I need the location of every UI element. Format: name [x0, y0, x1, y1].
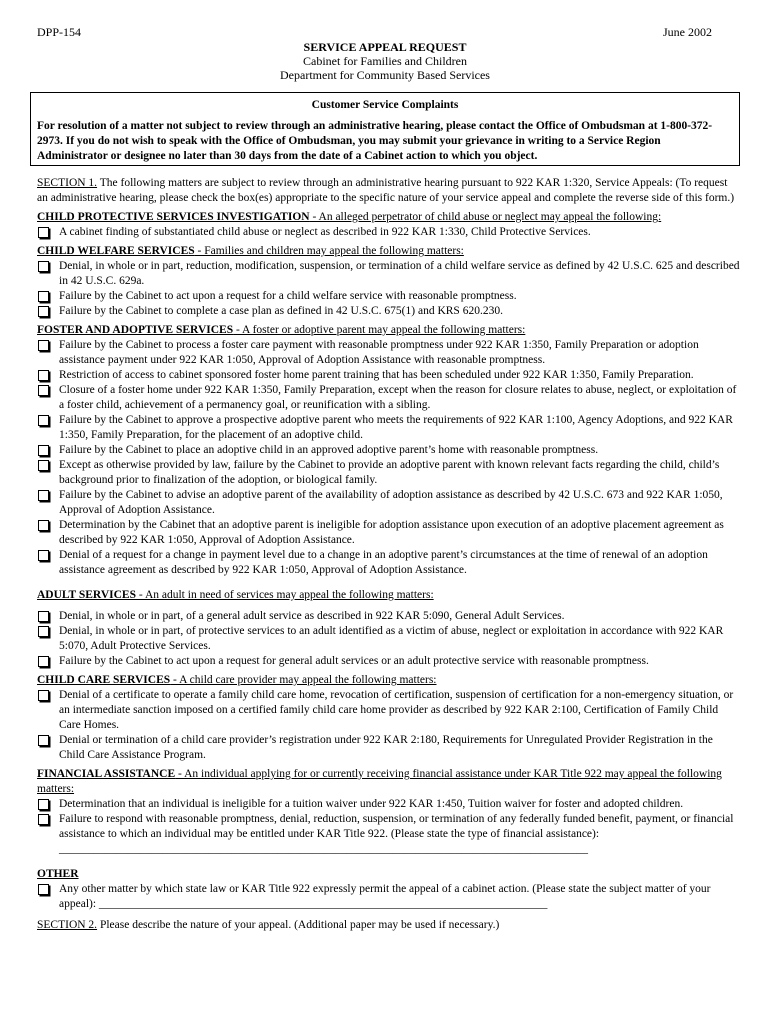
appeal-option [37, 654, 740, 669]
appeal-checkbox[interactable] [38, 291, 49, 302]
appeal-option [37, 383, 740, 413]
group-heading-title: FINANCIAL ASSISTANCE [37, 768, 176, 780]
appeal-option [37, 733, 740, 763]
section1-paragraph [37, 176, 740, 206]
appeal-option [37, 225, 740, 240]
group-heading [37, 767, 740, 797]
group-heading-intro: - An adult in need of services may appeal the following matters: [136, 589, 434, 601]
appeal-option [37, 624, 740, 654]
section2-label: SECTION 2. [37, 919, 98, 931]
appeal-option-text: Denial of a request for a change in payment level due to a change in an adoptive parent’s circumstances at the time of renewal of an adoption assistance agreement as described by 922 KAR 1:050, Approval of Adoption Assistance. [59, 549, 708, 576]
appeal-option [37, 797, 740, 812]
agency-line-2: Department for Community Based Services [280, 68, 490, 82]
appeal-option [37, 488, 740, 518]
group-heading-title: FOSTER AND ADOPTIVE SERVICES [37, 324, 234, 336]
group-heading-intro: - Families and children may appeal the following matters: [194, 245, 464, 257]
appeal-option [37, 518, 740, 548]
group-heading-intro: - An individual applying for or currently receiving financial assistance under KAR Title 922 may appeal the following matters: [37, 768, 722, 795]
appeal-option-text: Failure by the Cabinet to approve a prospective adoptive parent who meets the requirements of 922 KAR 1:100, Agency Adoptions, and 922 KAR 1:350, Family Preparation, for the placement of an adoptive child. [59, 414, 733, 441]
appeal-checkbox[interactable] [38, 340, 49, 351]
appeal-option-text: Closure of a foster home under 922 KAR 1:350, Family Preparation, except when the reason for closure relates to abuse, neglect, or exploitation of a foster child, achievement of a permanency goal, or reunification with a sibling. [59, 384, 737, 411]
appeal-groups [37, 210, 740, 912]
appeal-option-text: Denial, in whole or in part, of a general adult service as described in 922 KAR 5:090, General Adult Services. [59, 610, 565, 622]
appeal-checkbox[interactable] [38, 690, 49, 701]
appeal-checkbox[interactable] [38, 626, 49, 637]
group-heading [37, 867, 740, 882]
group-heading [37, 244, 740, 259]
appeal-option [37, 458, 740, 488]
appeal-option-text: Restriction of access to cabinet sponsored foster home parent training that has been scheduled under 922 KAR 1:350, Family Preparation. [59, 369, 694, 381]
appeal-checkbox[interactable] [38, 306, 49, 317]
group-heading-title: CHILD WELFARE SERVICES [37, 245, 195, 257]
form-title: SERVICE APPEAL REQUEST [303, 40, 467, 54]
appeal-checkbox[interactable] [38, 445, 49, 456]
appeal-checkbox[interactable] [38, 735, 49, 746]
appeal-option-text: Except as otherwise provided by law, failure by the Cabinet to provide an adoptive parent with known relevant facts regarding the child, child’s background prior to finalization of the adoption, or biological family. [59, 459, 720, 486]
appeal-checkbox[interactable] [38, 814, 49, 825]
appeal-checkbox[interactable] [38, 799, 49, 810]
group-heading-intro: - A child care provider may appeal the following matters: [170, 674, 437, 686]
group-heading [37, 673, 740, 688]
appeal-option [37, 289, 740, 304]
appeal-option-text: Failure by the Cabinet to place an adoptive child in an approved adoptive parent’s home with reasonable promptness. [59, 444, 599, 456]
complaints-title: Customer Service Complaints [311, 99, 459, 111]
appeal-option-text: Failure by the Cabinet to act upon a request for a child welfare service with reasonable promptness. [59, 290, 517, 302]
section1-text: The following matters are subject to review through an administrative hearing pursuant to 922 KAR 1:320, Service Appeals: (To request an administrative hearing, please check the box(es) appropriate to the specific nature of your service appeal and complete the reverse side of this form.) [37, 177, 735, 204]
group-heading-title: OTHER [37, 868, 79, 880]
appeal-option-text: Denial, in whole or in part, of protective services to an adult identified as a victim of abuse, neglect or exploitation in accordance with 922 KAR 5:070, Adult Protective Services. [59, 625, 724, 652]
appeal-option [37, 413, 740, 443]
appeal-option [37, 548, 740, 578]
group-heading [37, 323, 740, 338]
appeal-option [37, 304, 740, 319]
appeal-checkbox[interactable] [38, 460, 49, 471]
group-heading-title: ADULT SERVICES [37, 589, 136, 601]
group-heading-intro: - An alleged perpetrator of child abuse or neglect may appeal the following: [309, 211, 662, 223]
appeal-option [37, 688, 740, 733]
appeal-option-text: Determination that an individual is ineligible for a tuition waiver under 922 KAR 1:450, Tuition waiver for foster and adopted children. [59, 798, 684, 810]
appeal-checkbox[interactable] [38, 370, 49, 381]
appeal-option [37, 259, 740, 289]
appeal-option-text: Denial or termination of a child care provider’s registration under 922 KAR 2:180, Requirements for Unregulated Provider Registration in the Child Care Assistance Program. [59, 734, 713, 761]
appeal-checkbox[interactable] [38, 520, 49, 531]
agency-line-1: Cabinet for Families and Children [303, 54, 467, 68]
appeal-option-text: Failure to respond with reasonable promptness, denial, reduction, suspension, or termination of any federally funded benefit, payment, or financial assistance to which an individual may be entitled under KAR Title 922. (Please state the type of financial assistance): ____________________________________________________________________________________________ [59, 813, 734, 855]
appeal-option [37, 368, 740, 383]
appeal-option [37, 443, 740, 458]
form-date: June 2002 [663, 25, 712, 39]
group-heading-intro: - A foster or adoptive parent may appeal the following matters: [233, 324, 526, 336]
appeal-option [37, 338, 740, 368]
section2-text: Please describe the nature of your appeal. (Additional paper may be used if necessary.) [97, 919, 500, 931]
appeal-checkbox[interactable] [38, 656, 49, 667]
complaints-box [30, 92, 740, 166]
appeal-option-text: A cabinet finding of substantiated child abuse or neglect as described in 922 KAR 1:330, Child Protective Services. [59, 226, 591, 238]
appeal-checkbox[interactable] [38, 415, 49, 426]
complaints-text: For resolution of a matter not subject to review through an administrative hearing, please contact the Office of Ombudsman at 1-800-372-2973. If you do not wish to speak with the Office of Ombudsman, you may submit your grievance in writing to a Service Region Administrator or designee no later than 30 days from the date of a Cabinet action to which you object. [37, 120, 713, 162]
appeal-option-text: Any other matter by which state law or KAR Title 922 expressly permit the appeal of a cabinet action. (Please state the subject matter of your appeal): ______________________________________________________________________________ [59, 883, 711, 910]
appeal-checkbox[interactable] [38, 611, 49, 622]
appeal-option [37, 812, 740, 857]
appeal-checkbox[interactable] [38, 261, 49, 272]
appeal-checkbox[interactable] [38, 385, 49, 396]
form-content [37, 176, 740, 933]
appeal-checkbox[interactable] [38, 550, 49, 561]
appeal-checkbox[interactable] [38, 490, 49, 501]
appeal-option [37, 882, 740, 912]
appeal-option-text: Denial, in whole or in part, reduction, modification, suspension, or termination of a child welfare service as defined by 42 U.S.C. 625 and described in 42 U.S.C. 629a. [59, 260, 740, 287]
appeal-option [37, 609, 740, 624]
appeal-option-text: Failure by the Cabinet to process a foster care payment with reasonable promptness under 922 KAR 1:350, Family Preparation or adoption assistance payment under 922 KAR 1:050, Approval of Adoption Assistance with reasonable promptness. [59, 339, 699, 366]
appeal-option-text: Failure by the Cabinet to act upon a request for general adult services or an adult protective service with reasonable promptness. [59, 655, 649, 667]
appeal-option-text: Denial of a certificate to operate a family child care home, revocation of certification, suspension of certification for a non-emergency situation, or an intermediate sanction imposed on a certified family child care home provider as described by 922 KAR 2:100, Certification of Family Child Care Homes. [59, 689, 734, 731]
appeal-option-text: Failure by the Cabinet to complete a case plan as defined in 42 U.S.C. 675(1) and KRS 620.230. [59, 305, 503, 317]
appeal-checkbox[interactable] [38, 227, 49, 238]
appeal-option-text: Determination by the Cabinet that an adoptive parent is ineligible for adoption assistance upon execution of an adoptive placement agreement as described by 922 KAR 1:050, Approval of Adoption Assistance. [59, 519, 724, 546]
group-heading [37, 588, 740, 603]
appeal-option-text: Failure by the Cabinet to advise an adoptive parent of the availability of adoption assistance as described by 42 U.S.C. 673 and 922 KAR 1:050, Approval of Adoption Assistance. [59, 489, 723, 516]
appeal-checkbox[interactable] [38, 884, 49, 895]
group-heading [37, 210, 740, 225]
form-id: DPP-154 [37, 25, 82, 39]
group-heading-title: CHILD PROTECTIVE SERVICES INVESTIGATION [37, 211, 310, 223]
section1-label: SECTION 1. [37, 177, 98, 189]
group-heading-title: CHILD CARE SERVICES [37, 674, 171, 686]
section2-paragraph [37, 918, 740, 933]
